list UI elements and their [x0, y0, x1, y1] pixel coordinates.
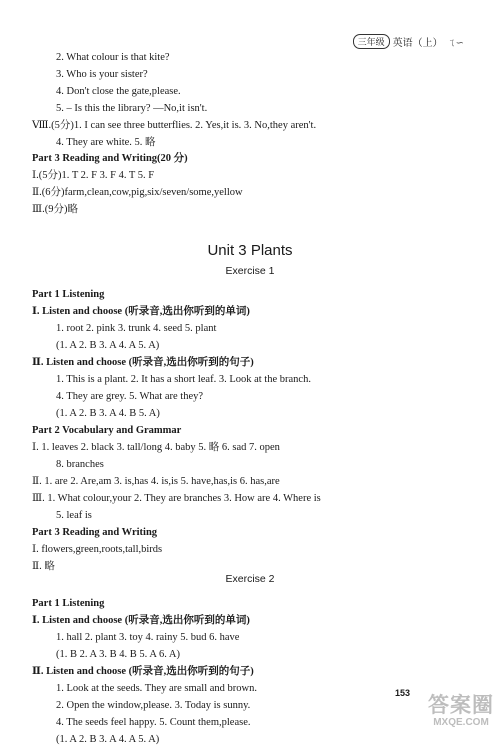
answer-line: Ⅱ. 略: [32, 561, 55, 572]
answer-line: 8. branches: [56, 459, 104, 470]
answer-line: (1. A 2. B 3. A 4. B 5. A): [56, 408, 160, 419]
watermark-text: 答案圈: [428, 694, 494, 717]
answer-line: Ⅱ. 1. are 2. Are,am 3. is,has 4. is,is 5. have,has,is 6. has,are: [32, 476, 280, 487]
answer-line: Ⅰ.(5分)1. T 2. F 3. F 4. T 5. F: [32, 170, 155, 181]
answer-line: 4. They are white. 5. 略: [56, 137, 156, 148]
grade-badge: 三年级: [353, 34, 390, 49]
watermark-url: MXQE.COM: [433, 717, 489, 728]
answer-line: 5. – Is this the library? —No,it isn't.: [56, 103, 208, 114]
answer-line: (1. A 2. B 3. A 4. A 5. A): [56, 340, 160, 351]
section-heading: Ⅰ. Listen and choose (听录音,选出你听到的单词): [32, 306, 250, 317]
answer-line: 4. Don't close the gate,please.: [56, 86, 181, 97]
header-decoration: ㄟ∽: [445, 38, 464, 49]
answer-line: Ⅰ. flowers,green,roots,tall,birds: [32, 544, 163, 555]
answer-line: 2. Open the window,please. 3. Today is sunny.: [56, 700, 251, 711]
answer-line: Ⅰ. 1. leaves 2. black 3. tall/long 4. baby 5. 略 6. sad 7. open: [32, 442, 280, 453]
answer-line: 5. leaf is: [56, 510, 92, 521]
answer-line: 1. This is a plant. 2. It has a short leaf. 3. Look at the branch.: [56, 374, 311, 385]
answer-line: 3. Who is your sister?: [56, 69, 148, 80]
answer-line: 4. The seeds feel happy. 5. Count them,please.: [56, 717, 251, 728]
answer-line: 1. Look at the seeds. They are small and brown.: [56, 683, 258, 694]
section-heading: Part 1 Listening: [32, 289, 105, 300]
answer-line: 4. They are grey. 5. What are they?: [56, 391, 204, 402]
answer-line: Ⅷ.(5分)1. I can see three butterflies. 2. Yes,it is. 3. No,they aren't.: [32, 120, 317, 131]
answer-line: Ⅲ. 1. What colour,your 2. They are branches 3. How are 4. Where is: [32, 493, 321, 504]
section-heading: Ⅱ. Listen and choose (听录音,选出你听到的句子): [32, 357, 254, 368]
section-heading: Part 1 Listening: [32, 598, 105, 609]
section-heading: Part 3 Reading and Writing: [32, 527, 158, 538]
subject-label: 英语（上）: [392, 38, 443, 49]
section-heading: Ⅰ. Listen and choose (听录音,选出你听到的单词): [32, 615, 250, 626]
answer-line: Ⅲ.(9分)略: [32, 204, 78, 215]
watermark-logo: [425, 694, 497, 729]
answer-line: 1. hall 2. plant 3. toy 4. rainy 5. bud 6. have: [56, 632, 240, 643]
answer-line: (1. A 2. B 3. A 4. A 5. A): [56, 734, 160, 745]
section-heading: Part 2 Vocabulary and Grammar: [32, 425, 182, 436]
page-number: 153: [395, 688, 411, 698]
answer-line: (1. B 2. A 3. B 4. B 5. A 6. A): [56, 649, 180, 660]
exercise-2-heading: Exercise 2: [225, 573, 275, 585]
unit-title: Unit 3 Plants: [207, 242, 293, 259]
answer-line: 1. root 2. pink 3. trunk 4. seed 5. plant: [56, 323, 217, 334]
page-header: [353, 34, 464, 49]
exercise-1-heading: Exercise 1: [225, 265, 275, 277]
answer-line: Ⅱ.(6分)farm,clean,cow,pig,six/seven/some,yellow: [32, 187, 243, 198]
answer-line: 2. What colour is that kite?: [56, 52, 170, 63]
section-heading: Ⅱ. Listen and choose (听录音,选出你听到的句子): [32, 666, 254, 677]
section-heading: Part 3 Reading and Writing(20 分): [32, 153, 188, 164]
